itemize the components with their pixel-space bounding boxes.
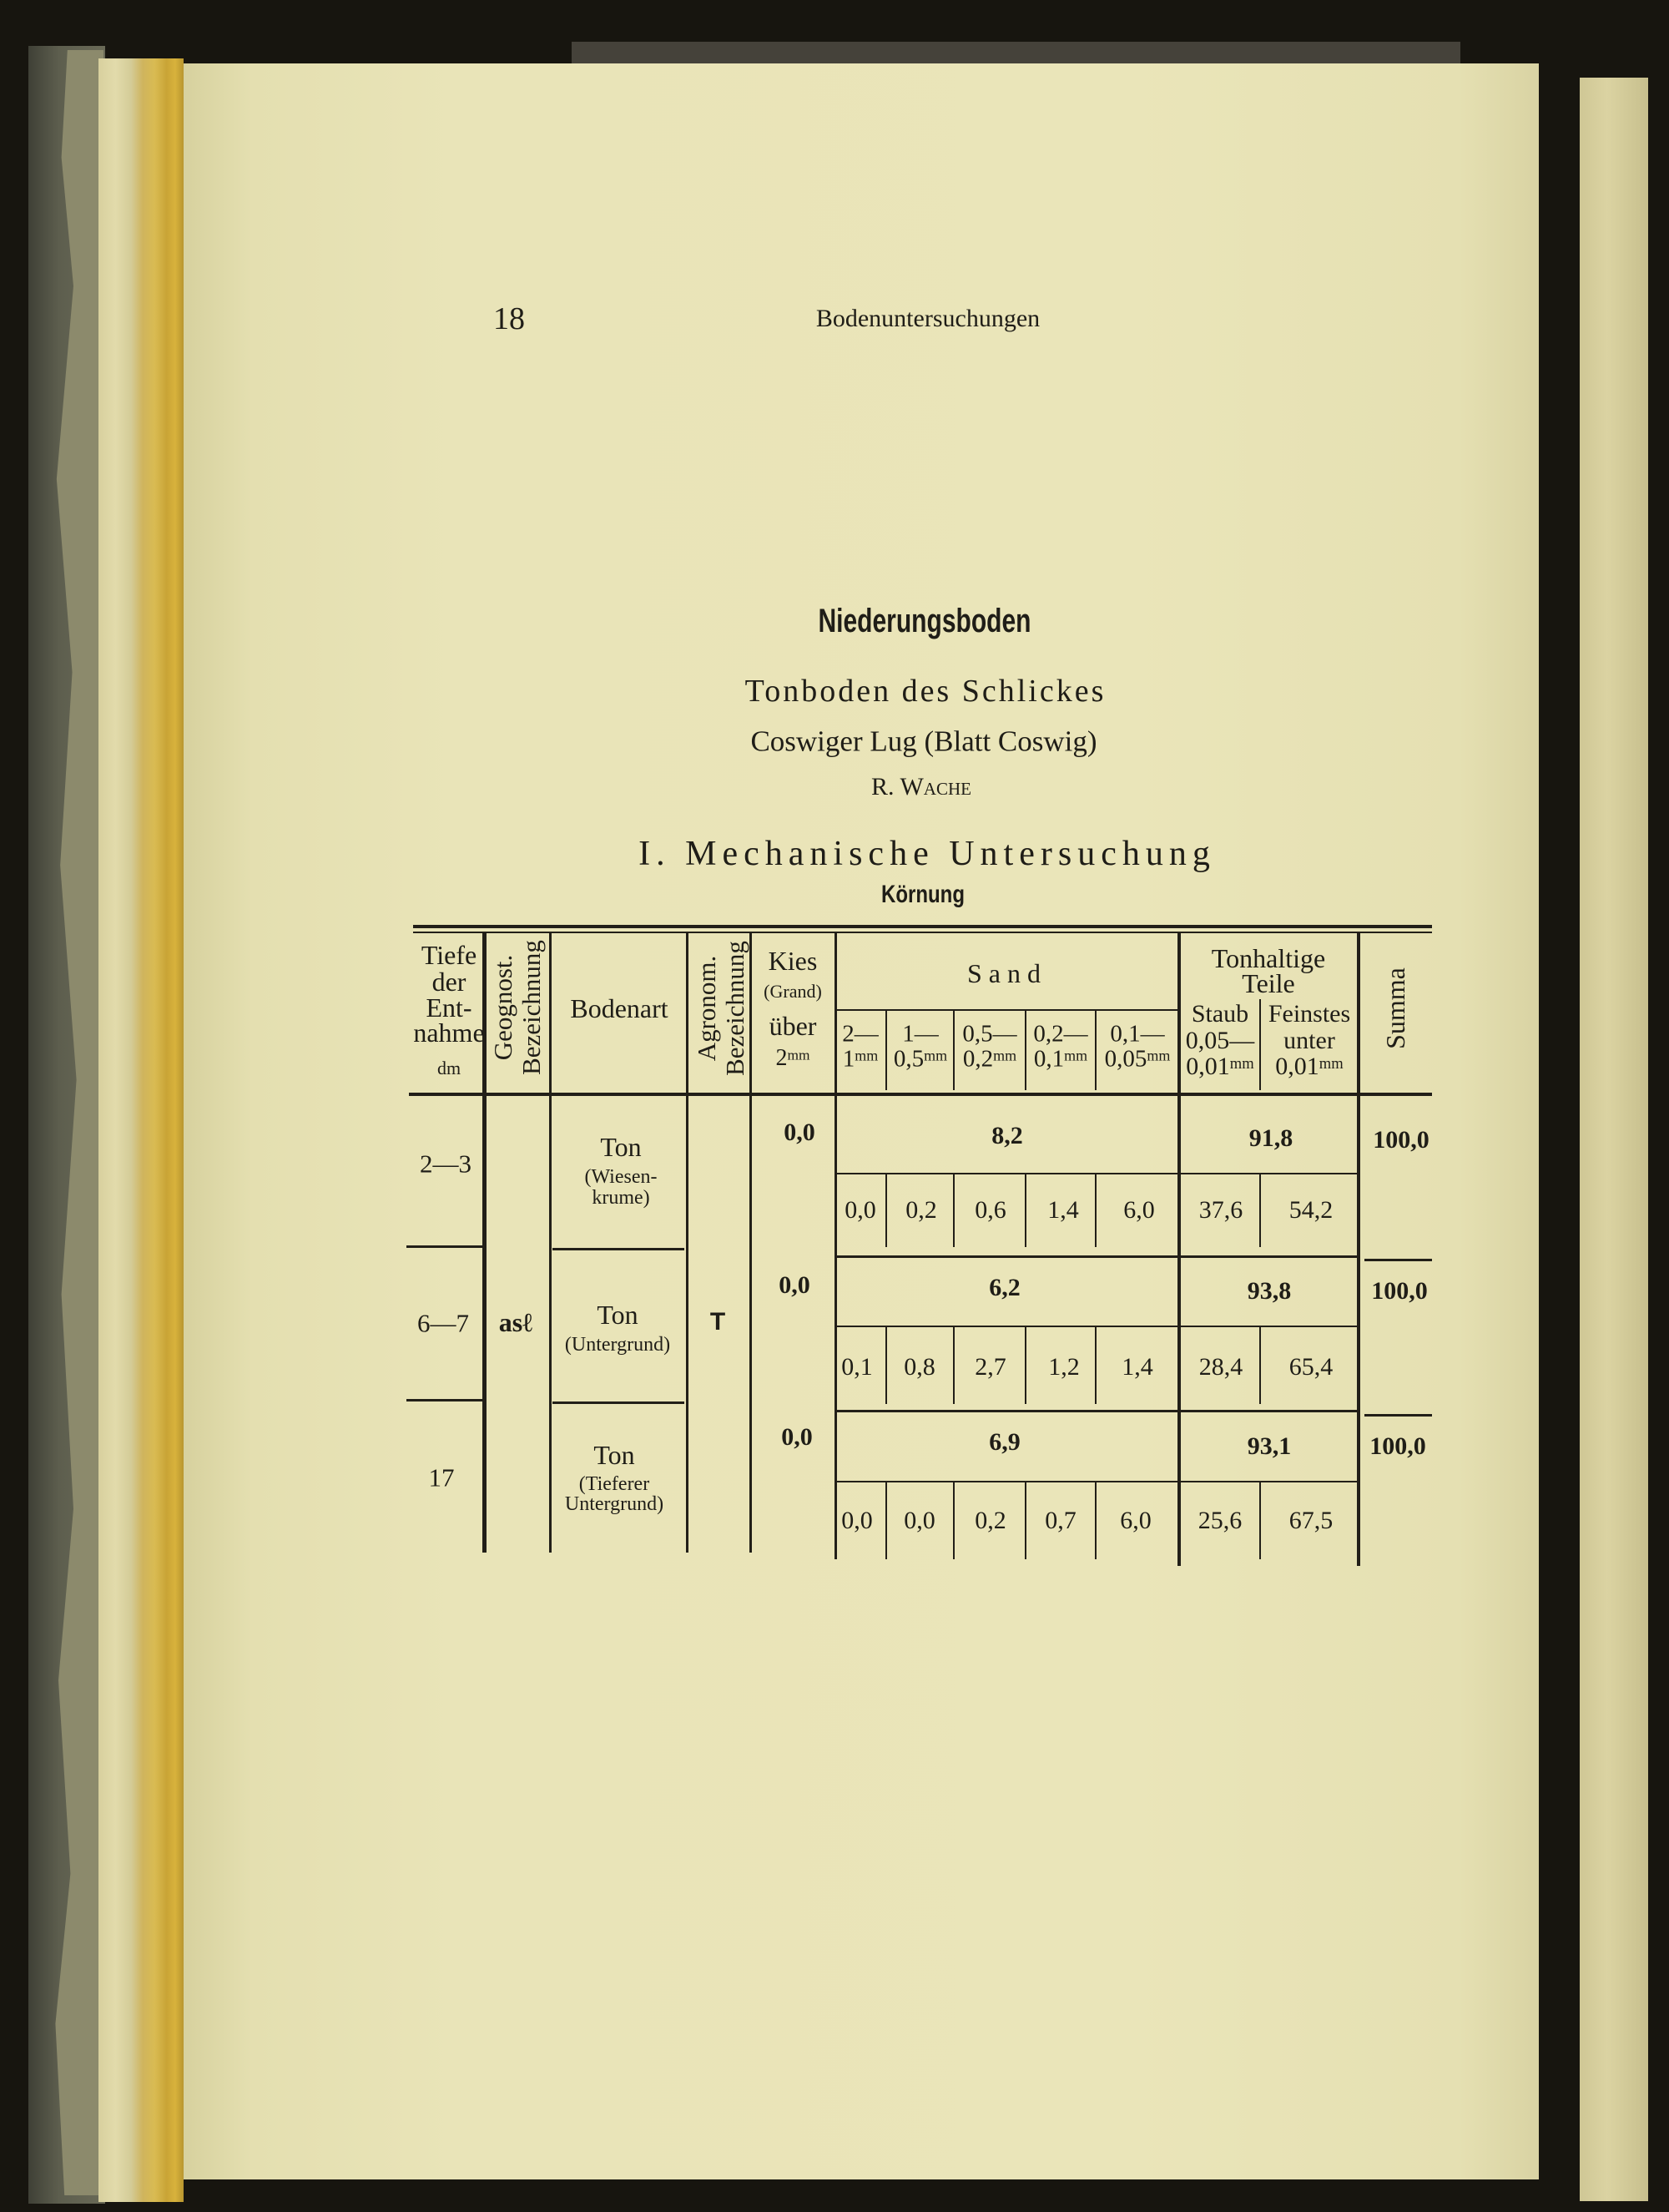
unit-label: mm bbox=[993, 1047, 1017, 1064]
row-sand-fraction: 1,2 bbox=[1048, 1353, 1080, 1381]
row-summa: 100,0 bbox=[1369, 1432, 1426, 1460]
header-kies-line: (Grand) bbox=[764, 981, 822, 1002]
row-sand-fraction: 6,0 bbox=[1120, 1507, 1152, 1534]
row-subcolumn-divider bbox=[1025, 1482, 1026, 1559]
row-ton-fraction: 65,4 bbox=[1288, 1353, 1334, 1381]
row-summa: 100,0 bbox=[1371, 1277, 1428, 1305]
row-sand-fraction: 0,7 bbox=[1045, 1507, 1077, 1534]
top-edge-shadow bbox=[572, 42, 1460, 63]
row-bodenart-note: Untergrund) bbox=[564, 1493, 664, 1515]
geognost-value: asℓ bbox=[498, 1307, 533, 1337]
table-header-rule bbox=[409, 1093, 1432, 1096]
sand-fraction-to bbox=[842, 1045, 879, 1073]
sand-fraction-to-value: 0,2 bbox=[962, 1045, 994, 1073]
header-agronom-line: Agronom. bbox=[692, 955, 721, 1062]
row-ton-fraction: 67,5 bbox=[1288, 1507, 1334, 1534]
header-geognost-line: Geognost. bbox=[488, 954, 517, 1061]
sand-fraction-to-value: 0,1 bbox=[1033, 1045, 1065, 1073]
row-sand-fraction: 6,0 bbox=[1123, 1196, 1155, 1224]
unit-label: mm bbox=[787, 1047, 810, 1063]
sand-subcolumn-divider bbox=[885, 1010, 887, 1090]
row-sand-fraction: 1,4 bbox=[1047, 1196, 1079, 1224]
row-separator bbox=[1364, 1259, 1432, 1261]
row-depth: 6—7 bbox=[417, 1308, 469, 1338]
row-separator bbox=[552, 1401, 684, 1404]
row-subcolumn-divider bbox=[1259, 1174, 1261, 1247]
author-line: R. Wache bbox=[871, 773, 971, 800]
header-depth-line: Ent- bbox=[426, 992, 472, 1023]
header-ton-line: Tonhaltige bbox=[1211, 943, 1326, 973]
column-divider bbox=[1357, 933, 1360, 1566]
column-divider bbox=[749, 933, 752, 1553]
sand-fraction-from: 1— bbox=[902, 1020, 939, 1048]
row-subcolumn-divider bbox=[885, 1174, 887, 1247]
header-geognost-line: Bezeichnung bbox=[517, 940, 546, 1075]
row-kies: 0,0 bbox=[779, 1271, 810, 1299]
row-sand-fraction: 0,0 bbox=[904, 1507, 935, 1534]
sand-subcolumn-divider bbox=[1095, 1010, 1097, 1090]
row-subcolumn-divider bbox=[953, 1174, 955, 1247]
row-subcolumn-divider bbox=[1025, 1327, 1026, 1404]
header-staub-line: 0,05— bbox=[1185, 1027, 1255, 1054]
sand-fraction-from: 0,2— bbox=[1033, 1020, 1088, 1048]
row-sand-fraction: 0,8 bbox=[904, 1353, 935, 1381]
header-geognost bbox=[489, 940, 546, 1075]
header-depth-line: der bbox=[431, 967, 466, 997]
row-separator bbox=[1364, 1414, 1432, 1417]
row-bodenart-note: (Untergrund) bbox=[564, 1334, 671, 1356]
column-divider bbox=[549, 933, 552, 1553]
row-bodenart-note: (Wiesen- bbox=[584, 1166, 658, 1188]
sand-fraction-to bbox=[1033, 1045, 1088, 1073]
row-ton-fraction: 37,6 bbox=[1198, 1196, 1243, 1224]
sand-fraction-to-value: 1 bbox=[842, 1045, 855, 1073]
header-kies-line: über bbox=[769, 1011, 817, 1041]
row-separator bbox=[406, 1245, 484, 1248]
header-staub-line: Staub bbox=[1191, 1000, 1249, 1028]
row-sand-fraction: 0,0 bbox=[841, 1507, 873, 1534]
row-kies: 0,0 bbox=[784, 1119, 815, 1146]
table-top-rule bbox=[413, 925, 1432, 928]
sand-fraction-to bbox=[1104, 1045, 1171, 1073]
ton-subcolumn-divider bbox=[1259, 999, 1261, 1090]
row-subtotal-rule bbox=[835, 1326, 1359, 1327]
row-sand-fraction: 0,1 bbox=[841, 1353, 873, 1381]
running-head: Bodenuntersuchungen bbox=[815, 305, 1041, 332]
unit-label: mm bbox=[1229, 1054, 1254, 1073]
row-separator bbox=[835, 1255, 1359, 1258]
agronom-value: T bbox=[709, 1308, 726, 1336]
header-depth-line: nahme bbox=[413, 1018, 485, 1048]
header-staub-size bbox=[1186, 1054, 1253, 1079]
header-depth-unit: dm bbox=[436, 1058, 461, 1078]
header-bodenart: Bodenart bbox=[570, 993, 668, 1023]
row-sand-fraction: 2,7 bbox=[975, 1353, 1006, 1381]
analysis-subtitle: Körnung bbox=[881, 881, 965, 908]
row-ton-total: 93,1 bbox=[1247, 1432, 1292, 1460]
row-sand-fraction: 0,2 bbox=[905, 1196, 937, 1224]
sand-fraction-to bbox=[962, 1045, 1017, 1073]
sand-subcolumn-divider bbox=[1025, 1010, 1026, 1090]
row-subcolumn-divider bbox=[1095, 1327, 1097, 1404]
sand-subcolumn-divider bbox=[953, 1010, 955, 1090]
header-depth-line: Tiefe bbox=[421, 940, 477, 970]
table-top-rule-thin bbox=[413, 932, 1432, 933]
row-sand-fraction: 0,2 bbox=[975, 1507, 1006, 1534]
row-bodenart: Ton bbox=[593, 1440, 635, 1470]
sand-fraction-to bbox=[893, 1045, 948, 1073]
row-bodenart: Ton bbox=[600, 1132, 642, 1162]
header-feinstes-size-value: 0,01 bbox=[1275, 1053, 1319, 1080]
row-sand-total: 6,9 bbox=[989, 1428, 1021, 1456]
row-subcolumn-divider bbox=[885, 1482, 887, 1559]
row-ton-total: 91,8 bbox=[1248, 1124, 1293, 1152]
row-bodenart: Ton bbox=[597, 1300, 638, 1330]
row-subcolumn-divider bbox=[1025, 1174, 1026, 1247]
header-kies-line: Kies bbox=[768, 946, 818, 976]
row-sand-fraction: 0,0 bbox=[845, 1196, 876, 1224]
header-feinstes-line: Feinstes bbox=[1268, 1000, 1351, 1028]
sand-fraction-to-value: 0,5 bbox=[893, 1045, 925, 1073]
row-depth: 2—3 bbox=[420, 1149, 471, 1179]
row-subcolumn-divider bbox=[953, 1482, 955, 1559]
unit-label: mm bbox=[1147, 1047, 1171, 1064]
row-ton-fraction: 25,6 bbox=[1198, 1507, 1243, 1534]
row-sand-total: 6,2 bbox=[989, 1274, 1021, 1301]
sand-fraction-from: 0,1— bbox=[1110, 1020, 1165, 1048]
row-subcolumn-divider bbox=[1259, 1482, 1261, 1559]
row-subcolumn-divider bbox=[1095, 1174, 1097, 1247]
header-kies-size-value: 2 bbox=[775, 1045, 788, 1071]
unit-label: mm bbox=[1319, 1054, 1344, 1073]
row-subtotal-rule bbox=[835, 1173, 1359, 1174]
page-sheet bbox=[184, 63, 1539, 2179]
facing-page-edge bbox=[1580, 78, 1648, 2201]
row-sand-fraction: 0,6 bbox=[975, 1196, 1006, 1224]
column-divider bbox=[834, 933, 837, 1559]
sand-fraction-from: 0,5— bbox=[962, 1020, 1017, 1048]
header-agronom bbox=[693, 941, 749, 1076]
column-divider bbox=[686, 933, 688, 1553]
soil-type-title: Tonboden des Schlickes bbox=[744, 674, 1107, 709]
header-feinstes-line: unter bbox=[1283, 1027, 1335, 1054]
header-feinstes-size bbox=[1275, 1054, 1343, 1079]
row-summa: 100,0 bbox=[1373, 1126, 1429, 1154]
row-separator bbox=[552, 1248, 684, 1250]
row-subcolumn-divider bbox=[953, 1327, 955, 1404]
row-ton-fraction: 54,2 bbox=[1288, 1196, 1334, 1224]
row-subtotal-rule bbox=[835, 1481, 1359, 1482]
row-separator bbox=[406, 1399, 484, 1401]
row-subcolumn-divider bbox=[885, 1327, 887, 1404]
location-line: Coswiger Lug (Blatt Coswig) bbox=[750, 725, 1097, 758]
row-kies: 0,0 bbox=[781, 1423, 813, 1451]
header-ton-line: Teile bbox=[1242, 968, 1295, 998]
unit-label: mm bbox=[1064, 1047, 1088, 1064]
page-number: 18 bbox=[493, 301, 525, 336]
section-heading: Niederungsboden bbox=[818, 603, 1031, 639]
unit-label: mm bbox=[924, 1047, 948, 1064]
unit-label: mm bbox=[855, 1047, 879, 1064]
row-depth: 17 bbox=[428, 1462, 455, 1492]
row-ton-total: 93,8 bbox=[1247, 1277, 1292, 1305]
row-ton-fraction: 28,4 bbox=[1198, 1353, 1243, 1381]
analysis-title: I. Mechanische Untersuchung bbox=[638, 835, 1216, 873]
header-summa: Summa bbox=[1380, 967, 1410, 1049]
header-staub-size-value: 0,01 bbox=[1186, 1053, 1230, 1080]
row-bodenart-note: krume) bbox=[592, 1187, 650, 1209]
row-bodenart-note: (Tieferer bbox=[578, 1473, 650, 1495]
row-separator bbox=[835, 1410, 1359, 1412]
row-sand-fraction: 1,4 bbox=[1122, 1353, 1153, 1381]
row-subcolumn-divider bbox=[1095, 1482, 1097, 1559]
sand-fraction-to-value: 0,05 bbox=[1104, 1045, 1147, 1073]
header-kies-size bbox=[775, 1047, 809, 1070]
page-edges-stack bbox=[98, 58, 184, 2202]
row-subcolumn-divider bbox=[1259, 1327, 1261, 1404]
header-sand: Sand bbox=[967, 958, 1047, 988]
header-agronom-line: Bezeichnung bbox=[720, 941, 749, 1076]
sand-fraction-from: 2— bbox=[842, 1020, 879, 1048]
row-sand-total: 8,2 bbox=[991, 1122, 1023, 1149]
column-divider bbox=[1177, 933, 1181, 1566]
